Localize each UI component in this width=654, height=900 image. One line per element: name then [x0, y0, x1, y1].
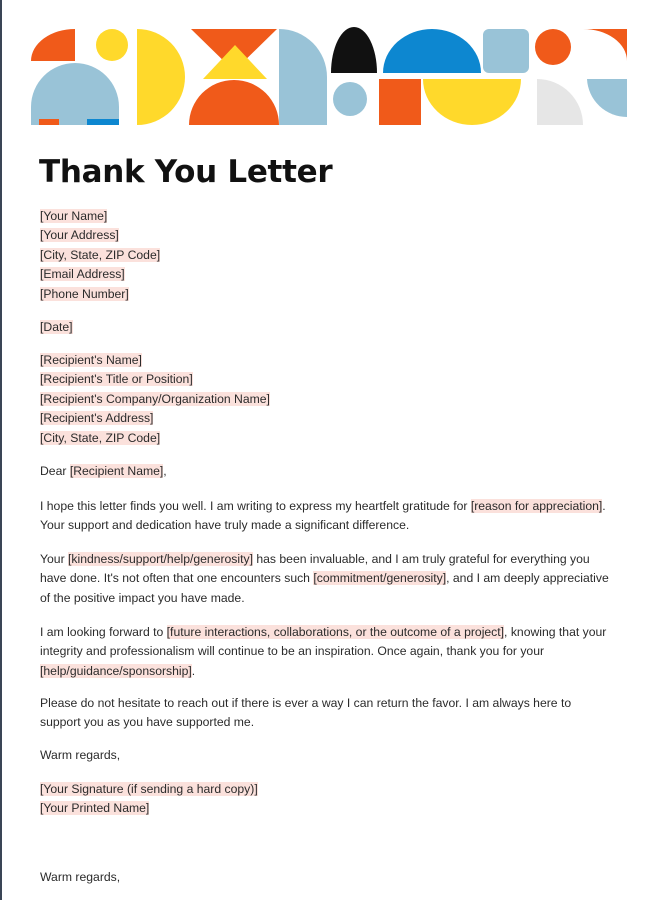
p1-text-a: I hope this letter finds you well. I am writing to express my heartfelt gratitude for: [40, 499, 471, 513]
geometric-banner: [31, 27, 627, 125]
recipient-block: [40, 351, 620, 448]
signature-block: [40, 780, 620, 819]
greeting-recipient-name: [Recipient Name]: [69, 464, 164, 478]
recipient-name: [Recipient's Name]: [40, 353, 142, 367]
sender-email: [Email Address]: [40, 267, 125, 282]
p3-future-placeholder: [future interactions, collaborations, or the outcome of a project]: [166, 625, 505, 639]
orange-square-quarter-shape: [379, 79, 421, 125]
closing-line-2: Warm regards,: [40, 870, 121, 884]
p2-kindness-placeholder: [kindness/support/help/generosity]: [68, 552, 253, 566]
sender-city-state-zip: [City, State, ZIP Code]: [40, 247, 161, 262]
printed-name-placeholder: [Your Printed Name]: [40, 801, 150, 816]
paragraph-1: [40, 497, 612, 536]
greeting-suffix: ,: [163, 464, 167, 478]
yellow-triangle-shape: [203, 45, 267, 79]
p2-commitment-placeholder: [commitment/generosity]: [313, 571, 447, 586]
p3-help-placeholder: [help/guidance/sponsorship]: [40, 663, 192, 678]
light-gray-quarter-shape: [537, 79, 583, 125]
yellow-circle-shape: [96, 29, 128, 61]
p3-text-e: .: [191, 663, 196, 678]
closing-line: Warm regards,: [40, 748, 121, 762]
p2-text-e: , and I am deeply appreciative of the positive impact you have made.: [40, 571, 609, 605]
recipient-city-state-zip: [City, State, ZIP Code]: [40, 430, 161, 445]
yellow-lower-half-circle-shape: [423, 79, 521, 125]
light-blue-half-circle-shape: [31, 63, 119, 107]
orange-half-circle-shape: [189, 80, 279, 125]
blue-small-strip: [87, 119, 119, 125]
greeting-prefix: Dear: [40, 464, 70, 478]
date-block: [40, 318, 620, 337]
p3-text-a: I am looking forward to: [40, 625, 167, 639]
paragraph-2: [40, 550, 612, 608]
light-blue-right-quarter-shape: [587, 79, 627, 117]
p2-text-a: Your: [40, 552, 69, 566]
orange-circle-shape: [535, 29, 571, 65]
black-half-circle-shape: [331, 27, 377, 73]
orange-quarter-shape: [31, 29, 75, 61]
light-blue-quarter-shape: [279, 29, 327, 125]
recipient-title: [Recipient's Title or Position]: [40, 372, 193, 387]
yellow-half-circle-shape: [137, 29, 185, 125]
signature-placeholder: [Your Signature (if sending a hard copy)]: [40, 782, 258, 796]
orange-small-strip: [39, 119, 59, 125]
letter-title: Thank You Letter: [39, 154, 333, 190]
greeting-line: [40, 462, 612, 481]
recipient-address: [Recipient's Address]: [40, 411, 154, 426]
letter-date: [Date]: [40, 320, 73, 334]
blue-half-circle-shape: [383, 29, 481, 73]
p1-text-c: . Your support and dedication have truly made a significant difference.: [40, 499, 606, 533]
recipient-company: [Recipient's Company/Organization Name]: [40, 391, 270, 406]
sender-name: [Your Name]: [40, 209, 108, 223]
sender-address: [Your Address]: [40, 228, 119, 243]
sender-phone: [Phone Number]: [40, 286, 129, 301]
paragraph-3: [40, 623, 612, 681]
p3-text-c: , knowing that your integrity and professionalism will continue to be an inspiration. Once again, thank you for your: [40, 625, 607, 659]
p1-reason-placeholder: [reason for appreciation]: [470, 499, 603, 513]
paragraph-4: Please do not hesitate to reach out if there is ever a way I can return the favor. I am always here to support you as you have supported me.: [40, 696, 572, 730]
sender-block: [40, 207, 620, 304]
p2-text-c: has been invaluable, and I am truly grateful for everything you have done. It's not often that one encounters such: [40, 552, 590, 586]
light-blue-small-circle-shape: [333, 82, 367, 116]
light-blue-rounded-rect-shape: [483, 29, 529, 73]
orange-right-quarter-shape: [583, 29, 627, 61]
banner-shapes: [31, 27, 627, 125]
